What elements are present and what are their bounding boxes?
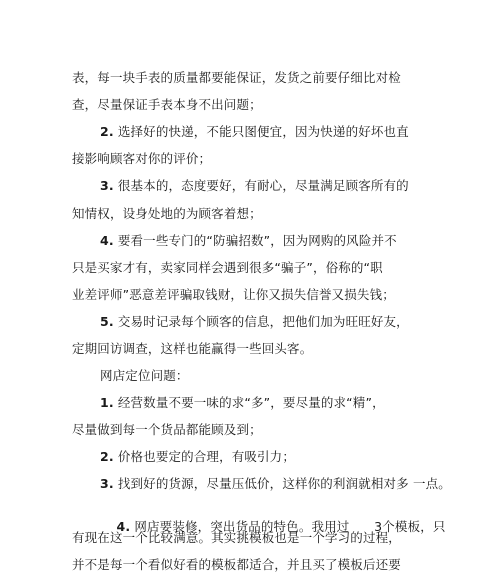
line-text: 经营数量不要一味的求“多”，要尽量的求“精”， — [113, 395, 385, 410]
text-line-4 — [72, 151, 211, 167]
item-number: 3. — [100, 178, 114, 193]
line-text: 有现在这一个比较满意。其实挑模板也是一个学习的过程， — [72, 530, 401, 545]
text-line-8 — [72, 260, 383, 276]
line-text: 业差评师”恶意差评骗取钱财，让你又损失信誉又损失钱； — [72, 287, 395, 302]
list-item-3b — [100, 476, 451, 492]
text-line-11 — [72, 341, 312, 357]
line-text: 接影响顾客对你的评价； — [72, 151, 212, 166]
text-line-6 — [72, 206, 262, 222]
item-number: 4. — [116, 519, 131, 534]
line-text: 价格也要定的合理，有吸引力； — [113, 449, 295, 464]
text-line-19 — [72, 557, 401, 573]
list-item-5 — [100, 314, 409, 330]
line-text: 尽量做到每一个货品都能顾及到； — [72, 422, 262, 437]
line-text: 很基本的，态度要好，有耐心，尽量满足顾客所有的 — [113, 178, 409, 193]
list-item-2b — [100, 449, 295, 465]
text-line-1 — [72, 70, 401, 86]
line-text: 找到好的货源，尽量压低价，这样你的利润就相对多 一点。 — [113, 476, 451, 491]
line-text: 要看一些专门的“防骗招数”，因为网购的风险并不 — [113, 233, 397, 248]
text-line-2 — [72, 97, 262, 113]
list-item-1 — [100, 395, 385, 411]
item-number: 2. — [100, 124, 114, 139]
list-item-3 — [100, 178, 409, 194]
item-number: 3. — [100, 476, 114, 491]
line-text: 表，每一块手表的质量都要能保证，发货之前要仔细比对检 — [72, 70, 401, 85]
section-heading — [100, 368, 189, 384]
line-text: 并不是每一个看似好看的模板都适合，并且买了模板后还要 — [72, 557, 401, 572]
line-text: 查，尽量保证手表本身不出问题； — [72, 97, 262, 112]
text-line-9 — [72, 287, 395, 303]
line-text: 只是买家才有，卖家同样会遇到很多“骗子”，俗称的“职 — [72, 260, 383, 275]
item-number: 1. — [100, 395, 114, 410]
line-text: 网店定位问题： — [100, 368, 189, 383]
list-item-2 — [100, 124, 409, 140]
list-item-4 — [100, 233, 397, 249]
text-line-14 — [72, 422, 262, 438]
item-number: 2. — [100, 449, 114, 464]
text-line-18 — [72, 530, 401, 546]
item-number: 4. — [100, 233, 114, 248]
line-text: 定期回访调查，这样也能赢得一些回头客。 — [72, 341, 313, 356]
line-text: 网店要装修，突出货品的特色。我用过 3个模板，只 — [130, 519, 446, 534]
line-text: 交易时记录每个顾客的信息，把他们加为旺旺好友， — [113, 314, 409, 329]
item-number: 5. — [100, 314, 114, 329]
line-text: 选择好的快递，不能只图便宜，因为快递的好坏也直 — [113, 124, 409, 139]
line-text: 知情权，设身处地的为顾客着想； — [72, 206, 262, 221]
